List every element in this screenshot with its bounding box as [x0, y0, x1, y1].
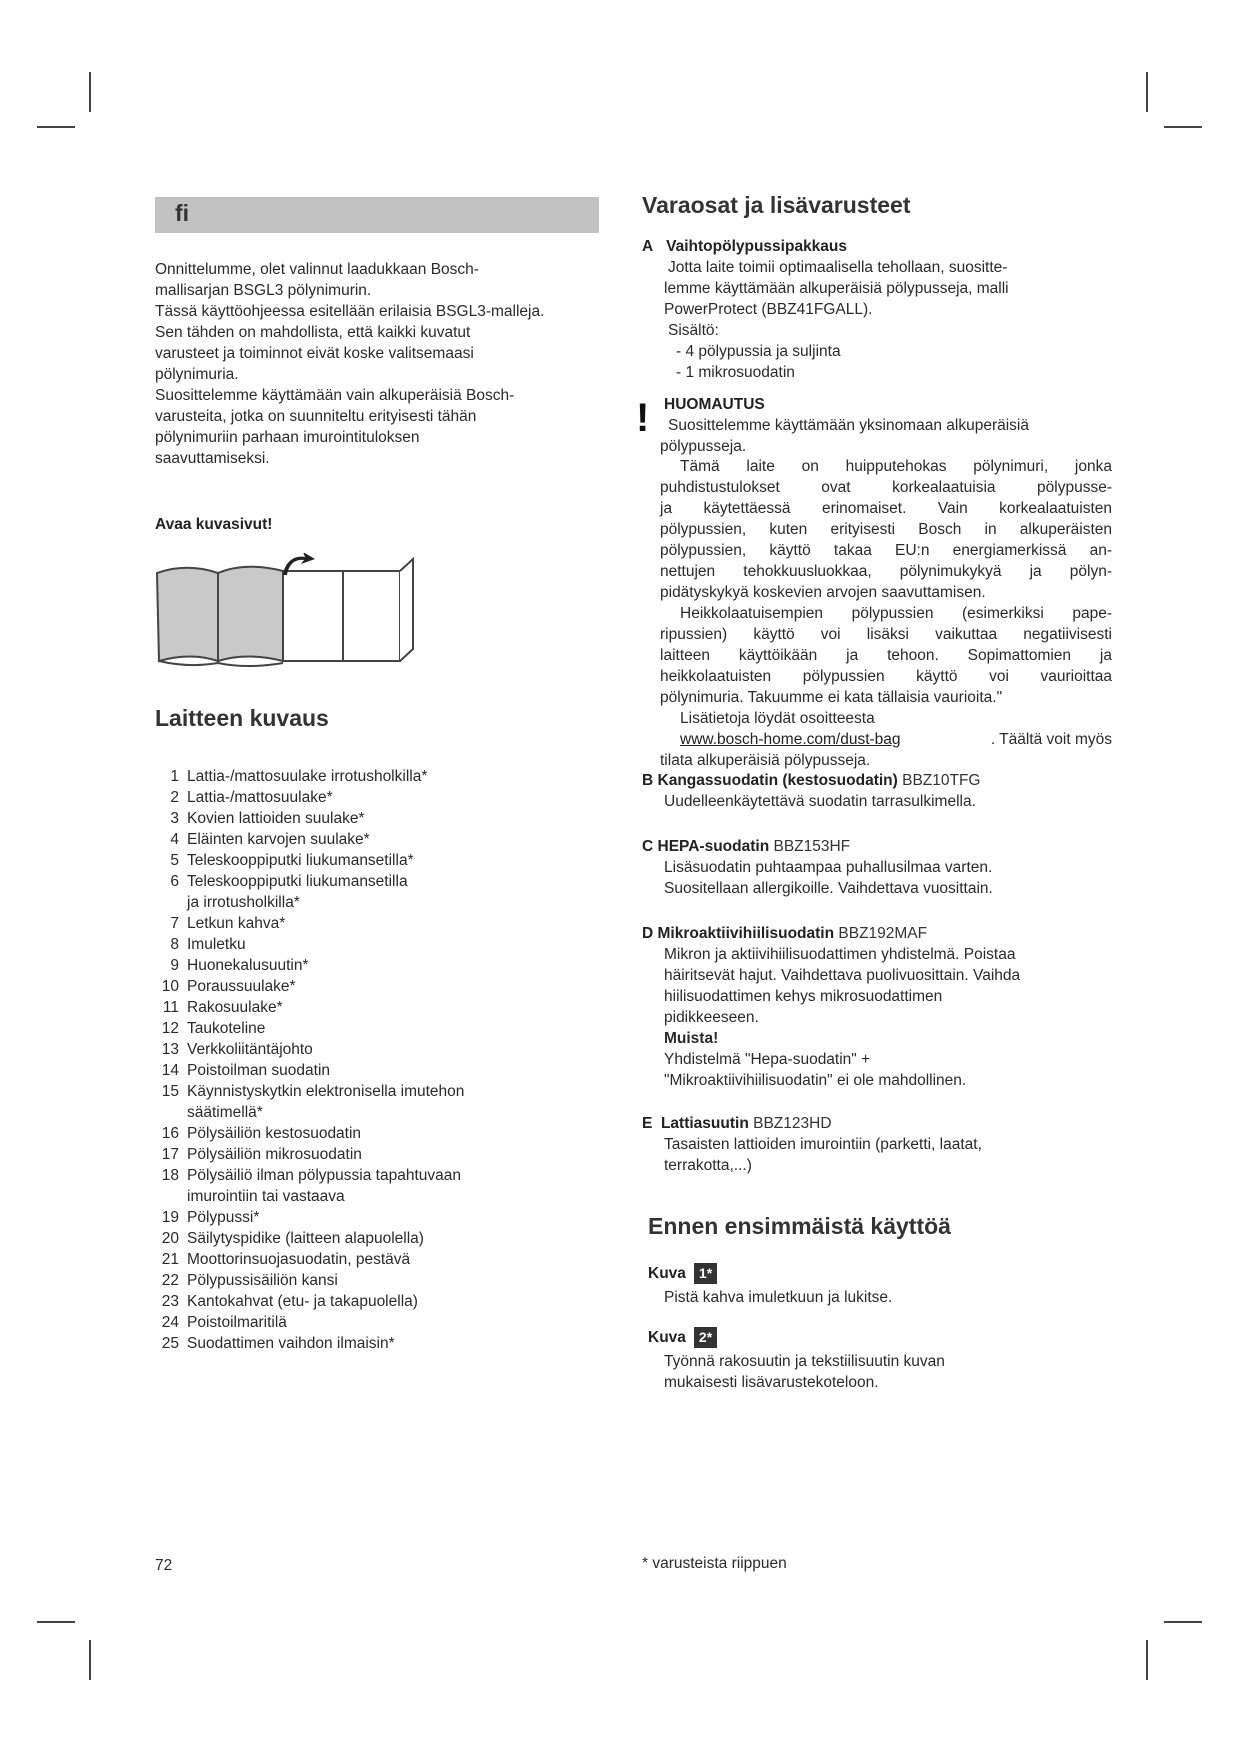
book-middle-page	[218, 567, 283, 661]
device-part-item	[155, 871, 605, 913]
contents-item: - 1 mikrosuodatin	[676, 364, 795, 381]
accessory-a-description: Jotta laite toimii optimaalisella tehollaan, suositte-	[668, 259, 1008, 276]
item-label: Pölypussisäiliön kansi	[187, 1272, 338, 1289]
device-part-item	[155, 1081, 605, 1123]
notice-title: HUOMAUTUS	[664, 396, 765, 413]
intro-paragraph: Tässä käyttöohjeessa esitellään erilaisia BSGL3-malleja. Sen tähden on mahdollista, että kaikki kuvatut varusteet ja toiminnot eivät koske valitsemaasi pölynimuria.	[155, 303, 545, 383]
accessory-e: E Lattiasuutin BBZ123HD Tasaisten lattioiden imurointiin (parketti, laatat, terrakotta,...)	[642, 1113, 1112, 1176]
accessories-title: Varaosat ja lisävarusteet	[642, 192, 911, 218]
device-part-item	[155, 1228, 605, 1249]
item-label: Poraussuulake*	[187, 978, 296, 995]
accessory-c-heading: C HEPA-suodatin BBZ153HF	[642, 838, 851, 855]
device-part-item	[155, 1144, 605, 1165]
item-number: 8	[170, 936, 179, 953]
open-pages-label: Avaa kuvasivut!	[155, 516, 273, 533]
first-use-title: Ennen ensimmäistä käyttöä	[648, 1213, 951, 1239]
open-book-illustration	[155, 553, 415, 671]
figure-reference: Kuva 2*	[648, 1327, 1108, 1348]
page-number: 72	[155, 1557, 173, 1574]
device-part-item	[155, 1165, 605, 1207]
item-number: 20	[161, 1230, 179, 1247]
intro-text	[155, 259, 605, 469]
contents-label: Sisältö:	[668, 322, 719, 339]
language-code: fi	[175, 200, 190, 226]
language-bar	[155, 197, 599, 233]
item-number: 15	[161, 1083, 179, 1100]
figure-reference: Kuva 1*	[648, 1263, 1108, 1284]
crop-mark	[1146, 72, 1148, 112]
item-label: Kantokahvat (etu- ja takapuolella)	[187, 1293, 418, 1310]
dust-bag-link[interactable]: www.bosch-home.com/dust-bag	[680, 731, 901, 748]
item-label: Letkun kahva*	[187, 915, 286, 932]
accessory-d-heading: D Mikroaktiivihiilisuodatin BBZ192MAF	[642, 925, 928, 942]
device-part-item	[155, 997, 605, 1018]
item-number: 13	[161, 1041, 179, 1058]
item-number: 9	[170, 957, 179, 974]
crop-mark	[37, 126, 75, 128]
item-label: Teleskooppiputki liukumansetilla ja irrotusholkilla*	[187, 873, 408, 911]
item-number: 2	[170, 789, 179, 806]
item-label: Eläinten karvojen suulake*	[187, 831, 370, 848]
item-label: Kovien lattioiden suulake*	[187, 810, 365, 827]
item-label: Suodattimen vaihdon ilmaisin*	[187, 1335, 395, 1352]
accessory-e-heading: E Lattiasuutin BBZ123HD	[642, 1115, 832, 1132]
device-part-item	[155, 787, 605, 808]
device-part-item	[155, 1312, 605, 1333]
item-number: 14	[161, 1062, 179, 1079]
item-label: Poistoilmaritilä	[187, 1314, 287, 1331]
item-number: 18	[161, 1167, 179, 1184]
item-label: Imuletku	[187, 936, 246, 953]
crop-mark	[89, 1640, 91, 1680]
device-part-item	[155, 1333, 605, 1354]
device-part-item	[155, 934, 605, 955]
item-number: 24	[161, 1314, 179, 1331]
item-number: 22	[161, 1272, 179, 1289]
item-number: 5	[170, 852, 179, 869]
item-label: Verkkoliitäntäjohto	[187, 1041, 313, 1058]
device-part-item	[155, 1060, 605, 1081]
item-label: Käynnistyskytkin elektronisella imutehon säätimellä*	[187, 1083, 465, 1121]
item-label: Lattia-/mattosuulake irrotusholkilla*	[187, 768, 428, 785]
crop-mark	[37, 1621, 75, 1623]
contents-item: - 4 pölypussia ja suljinta	[676, 343, 841, 360]
device-part-item	[155, 829, 605, 850]
accessory-d: D Mikroaktiivihiilisuodatin BBZ192MAF Mikron ja aktiivihiilisuodattimen yhdistelmä. Poistaa häiritsevät hajut. Vaihdettava puolivuosittain. Vaihda hiilisuodattimen kehys mikrosuodattimen pidikkeeseen. Muista! Yhdistelmä "Hepa-suodatin" + "Mikroaktiivihiilisuodatin" ei ole mahdollinen.	[642, 923, 1112, 1091]
device-part-item	[155, 766, 605, 787]
item-number: 23	[161, 1293, 179, 1310]
device-description-title: Laitteen kuvaus	[155, 705, 329, 731]
item-number: 1	[170, 768, 179, 785]
accessory-a	[642, 236, 1112, 383]
first-use-step-2: Kuva 2* Työnnä rakosuutin ja tekstiilisuutin kuvan mukaisesti lisävarustekoteloon.	[648, 1327, 1108, 1393]
item-number: 16	[161, 1125, 179, 1142]
item-number: 21	[161, 1251, 179, 1268]
device-part-item	[155, 1123, 605, 1144]
figure-badge: 1*	[694, 1263, 717, 1284]
intro-paragraph: Suosittelemme käyttämään vain alkuperäisiä Bosch- varusteita, jotka on suunniteltu erityisesti tähän pölynimuriin parhaan imurointituloksen saavuttamiseksi.	[155, 387, 515, 467]
item-number: 11	[162, 999, 179, 1016]
item-label: Taukoteline	[187, 1020, 266, 1037]
accessory-b-heading: B Kangassuodatin (kestosuodatin) BBZ10TFG	[642, 772, 981, 789]
item-number: 25	[161, 1335, 179, 1352]
item-label: Säilytyspidike (laitteen alapuolella)	[187, 1230, 424, 1247]
item-number: 12	[161, 1020, 179, 1037]
device-part-item	[155, 808, 605, 829]
accessory-a-heading: A Vaihtopölypussipakkaus	[642, 238, 848, 255]
item-label: Teleskooppiputki liukumansetilla*	[187, 852, 414, 869]
device-part-item	[155, 850, 605, 871]
item-label: Lattia-/mattosuulake*	[187, 789, 333, 806]
device-part-item	[155, 1270, 605, 1291]
device-part-item	[155, 1018, 605, 1039]
item-number: 7	[170, 915, 179, 932]
item-label: Moottorinsuojasuodatin, pestävä	[187, 1251, 411, 1268]
accessory-b: B Kangassuodatin (kestosuodatin) BBZ10TFG Uudelleenkäytettävä suodatin tarrasulkimella.	[642, 770, 1112, 812]
notice-lead: pölypusseja.	[660, 438, 747, 455]
warning-exclamation-icon: !	[636, 396, 650, 440]
crop-mark	[1164, 126, 1202, 128]
accessory-c: C HEPA-suodatin BBZ153HF Lisäsuodatin puhtaampaa puhallusilmaa varten. Suositellaan allergikoille. Vaihdettava vuosittain.	[642, 836, 1112, 899]
item-label: Pölypussi*	[187, 1209, 260, 1226]
book-left-page	[157, 568, 218, 661]
item-label: Rakosuulake*	[187, 999, 283, 1016]
item-number: 10	[161, 978, 179, 995]
notice-block	[660, 394, 1112, 457]
crop-mark	[1146, 1640, 1148, 1680]
notice-lead: Suosittelemme käyttämään yksinomaan alkuperäisiä	[668, 417, 1029, 434]
device-part-item	[155, 913, 605, 934]
item-label: Pölysäiliön mikrosuodatin	[187, 1146, 362, 1163]
device-part-item	[155, 1207, 605, 1228]
fold-out-page	[283, 571, 343, 661]
device-part-item	[155, 1291, 605, 1312]
item-number: 6	[170, 873, 179, 890]
accessory-a-description-cont: lemme käyttämään alkuperäisiä pölypusseja, malli PowerProtect (BBZ41FGALL).	[664, 280, 1009, 318]
intro-paragraph: Onnittelumme, olet valinnut laadukkaan Bosch- mallisarjan BSGL3 pölynimurin.	[155, 261, 479, 299]
fold-out-page	[343, 571, 400, 661]
notice-link-line: www.bosch-home.com/dust-bag . Täältä voit myös	[680, 731, 1112, 748]
crop-mark	[1164, 1621, 1202, 1623]
first-use-step-1: Kuva 1* Pistä kahva imuletkuun ja lukitse.	[648, 1263, 1108, 1308]
figure-badge: 2*	[694, 1327, 717, 1348]
remember-label: Muista!	[664, 1030, 719, 1047]
device-part-item	[155, 976, 605, 997]
item-label: Pölysäiliön kestosuodatin	[187, 1125, 362, 1142]
notice-paragraph-1: Tämä laite on huipputehokas pölynimuri, jonka puhdistustulokset ovat korkealaatuisia pölypusse- ja käytettäessä erinomaiset. Vain korkealaatuisten pölypussien, kuten erityisesti Bosch in alkuperäisten pölypussien, käyttö takaa EU:n energiamerkissä an- nettujen tehokkuusluokkaa, pölynimukykyä ja pölyn- pidätyskykyä koskevien arvojen saavuttamisen. Heikkolaatuisempien pölypussien (esimerkiksi pape- ripussien) käyttö voi lisäksi vaikuttaa negatiivisesti laitteen käyttöikään ja tehoon. Sopimattomien ja heikkolaatuisten pölypussien käyttö voi vaurioittaa pölynimuria. Takuumme ei kata tällaisia vaurioita." Lisätietoja löydät osoitteesta www.bosch-home.com/dust-bag . Täältä voit myös tilata alkuperäisiä pölypusseja.	[660, 458, 1112, 769]
item-number: 17	[161, 1146, 179, 1163]
device-part-item	[155, 1249, 605, 1270]
item-number: 4	[170, 831, 179, 848]
device-part-item	[155, 1039, 605, 1060]
crop-mark	[89, 72, 91, 112]
item-label: Pölysäiliö ilman pölypussia tapahtuvaan imurointiin tai vastaava	[187, 1167, 461, 1205]
item-number: 3	[170, 810, 179, 827]
device-part-item	[155, 955, 605, 976]
device-parts-list	[155, 766, 605, 1354]
item-label: Huonekalusuutin*	[187, 957, 309, 974]
item-label: Poistoilman suodatin	[187, 1062, 331, 1079]
item-number: 19	[161, 1209, 179, 1226]
footnote: * varusteista riippuen	[642, 1555, 787, 1572]
